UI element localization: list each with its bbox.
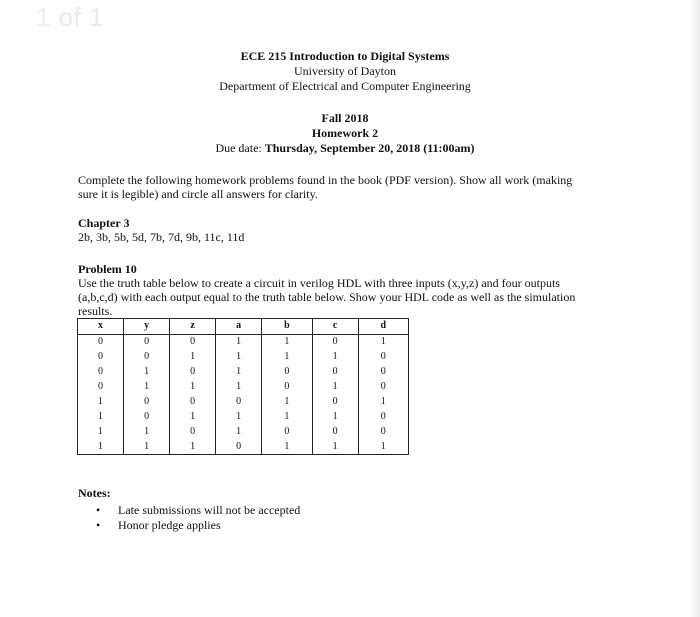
table-cell: 0 (170, 424, 216, 439)
table-cell: 1 (358, 439, 408, 454)
table-cell: 0 (312, 394, 358, 409)
table-cell: 0 (170, 394, 216, 409)
table-cell: 1 (312, 409, 358, 424)
table-cell: 0 (312, 365, 358, 380)
column-header-d: d (358, 319, 408, 335)
table-cell: 1 (216, 409, 262, 424)
problem-heading: Problem 10 (78, 262, 137, 276)
table-cell: 0 (170, 365, 216, 380)
table-cell: 0 (124, 394, 170, 409)
table-row (78, 394, 409, 409)
table-cell: 1 (78, 409, 124, 424)
list-item (96, 518, 300, 533)
homework-title: Homework 2 (311, 126, 379, 140)
problem-text-line: Use the truth table below to create a circuit in verilog HDL with three inputs (x,y,z) and four outputs (78, 276, 560, 290)
table-cell: 1 (78, 424, 124, 439)
document-header (0, 49, 690, 94)
table-cell: 1 (262, 439, 312, 454)
chapter-section (78, 216, 608, 244)
bullet-icon: • (96, 518, 101, 532)
list-item (96, 503, 301, 518)
table-cell: 1 (312, 380, 358, 395)
table-cell: 0 (124, 350, 170, 365)
table-cell: 1 (170, 409, 216, 424)
column-header-y: y (124, 319, 170, 335)
instructions-line: Complete the following homework problems found in the book (PDF version). Show all work (making (78, 173, 573, 187)
table-cell: 1 (78, 439, 124, 454)
due-date-value: Thursday, September 20, 2018 (11:00am) (264, 141, 475, 155)
table-cell: 1 (124, 380, 170, 395)
table-cell: 0 (312, 334, 358, 349)
table-cell: 1 (216, 350, 262, 365)
table-cell: 0 (358, 350, 408, 365)
column-header-z: z (170, 319, 216, 335)
table-cell: 1 (124, 439, 170, 454)
table-cell: 0 (170, 334, 216, 349)
course-title: ECE 215 Introduction to Digital Systems (240, 49, 450, 63)
table-cell: 0 (358, 424, 408, 439)
table-row (78, 350, 409, 365)
note-text: Late submissions will not be accepted (118, 503, 301, 517)
chapter-heading: Chapter 3 (78, 216, 130, 230)
table-cell: 0 (124, 334, 170, 349)
bullet-icon: • (96, 503, 101, 517)
notes-heading: Notes: (78, 486, 111, 500)
table-row (78, 380, 409, 395)
table-cell: 1 (262, 394, 312, 409)
table-cell: 1 (170, 380, 216, 395)
column-header-x: x (78, 319, 124, 335)
chapter-problems: 2b, 3b, 5b, 5d, 7b, 7d, 9b, 11c, 11d (78, 230, 245, 244)
university-name: University of Dayton (294, 64, 396, 78)
term: Fall 2018 (321, 111, 369, 125)
table-cell: 1 (312, 439, 358, 454)
table-cell: 1 (262, 350, 312, 365)
table-cell: 0 (78, 365, 124, 380)
department-name: Department of Electrical and Computer Engineering (219, 79, 471, 93)
table-row (78, 409, 409, 424)
table-cell: 1 (216, 334, 262, 349)
table-cell: 1 (124, 365, 170, 380)
table-cell: 1 (216, 380, 262, 395)
table-cell: 0 (124, 409, 170, 424)
instructions (78, 173, 608, 201)
table-cell: 0 (78, 334, 124, 349)
notes-list (78, 503, 300, 533)
table-cell: 1 (262, 334, 312, 349)
table-cell: 0 (78, 350, 124, 365)
problem-text-line: results. (78, 304, 113, 318)
table-row (78, 439, 409, 454)
table-cell: 1 (170, 439, 216, 454)
problem-section (78, 262, 608, 318)
table-cell: 1 (216, 424, 262, 439)
table-cell: 1 (124, 424, 170, 439)
table-cell: 0 (312, 424, 358, 439)
instructions-line: sure it is legible) and circle all answers for clarity. (78, 187, 318, 201)
table-cell: 1 (358, 334, 408, 349)
table-cell: 0 (262, 424, 312, 439)
column-header-a: a (216, 319, 262, 335)
table-cell: 1 (312, 350, 358, 365)
table-cell: 0 (358, 365, 408, 380)
column-header-b: b (262, 319, 312, 335)
table-cell: 0 (216, 439, 262, 454)
problem-text-line: (a,b,c,d) with each output equal to the truth table below. Show your HDL code as well as the simulation (78, 290, 576, 304)
table-cell: 0 (78, 380, 124, 395)
due-date-label: Due date: (215, 141, 262, 155)
column-header-c: c (312, 319, 358, 335)
table-row (78, 334, 409, 349)
table-cell: 1 (216, 365, 262, 380)
page-indicator: 1 of 1 (36, 2, 105, 32)
truth-table (77, 318, 409, 455)
table-cell: 0 (262, 380, 312, 395)
table-cell: 0 (262, 365, 312, 380)
table-cell: 1 (78, 394, 124, 409)
table-cell: 1 (262, 409, 312, 424)
table-row (78, 424, 409, 439)
table-cell: 1 (358, 394, 408, 409)
table-row (78, 365, 409, 380)
table-cell: 0 (216, 394, 262, 409)
page-edge-shadow (690, 0, 700, 617)
homework-info (0, 111, 690, 156)
truth-table-header-row (78, 319, 409, 335)
table-cell: 0 (358, 380, 408, 395)
notes-section (78, 486, 300, 533)
note-text: Honor pledge applies (118, 518, 221, 532)
table-cell: 1 (170, 350, 216, 365)
due-date (0, 141, 690, 156)
table-cell: 0 (358, 409, 408, 424)
